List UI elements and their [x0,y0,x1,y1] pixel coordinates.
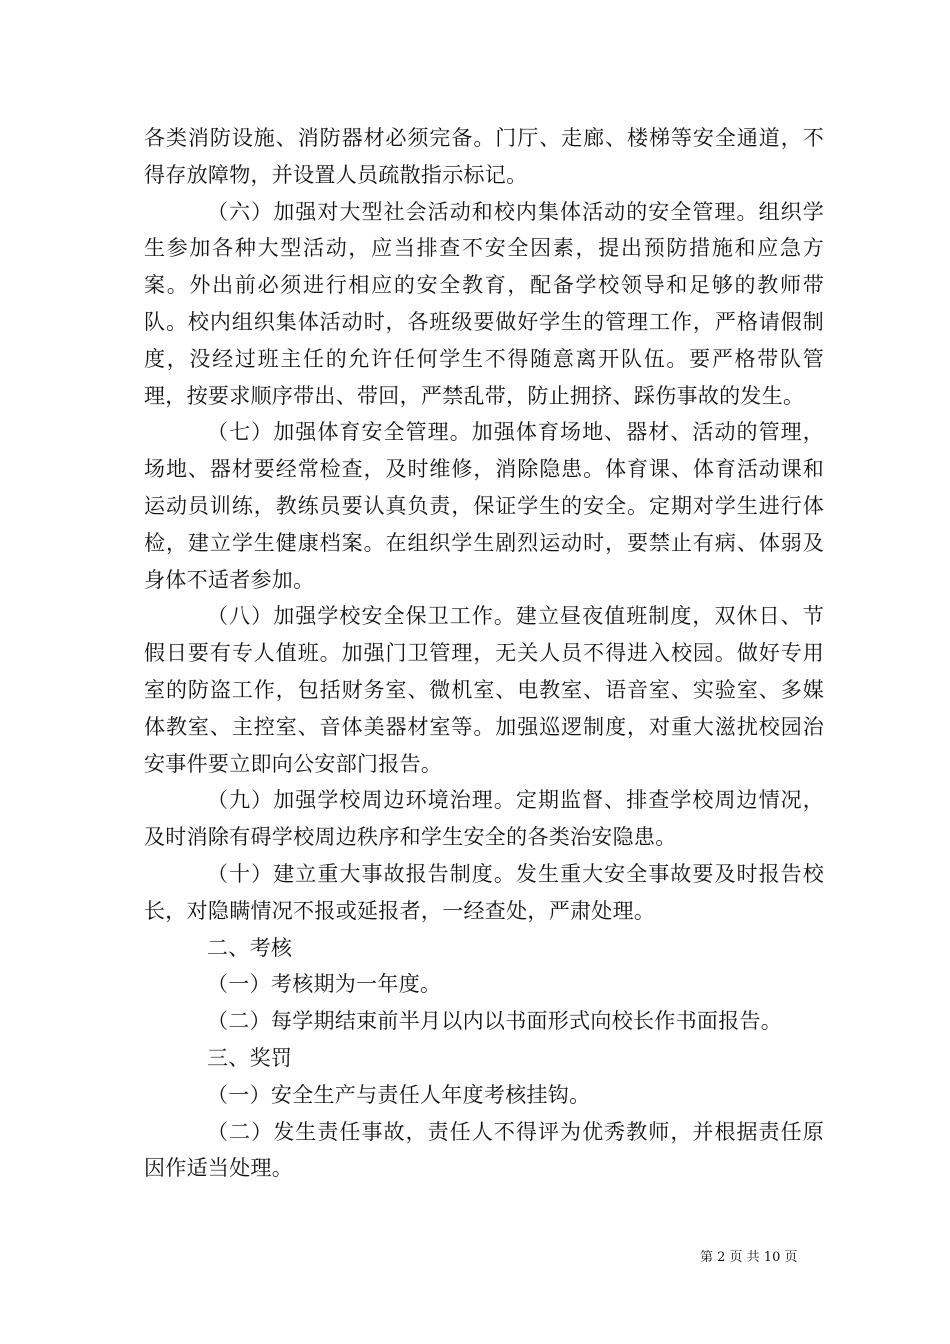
paragraph-assessment-1: （一）考核期为一年度。 [207,972,442,997]
paragraph-item-9: （九）加强学校周边环境治理。定期监督、排查学校周边情况，及时消除有碍学校周边秩序和学生安全的各类治安隐患。 [144,788,824,850]
paragraph-item-10: （十）建立重大事故报告制度。发生重大安全事故要及时报告校长，对隐瞒情况不报或延报者，一经查处，严肃处理。 [144,861,824,923]
page-number: 第 2 页 共 10 页 [700,1250,798,1265]
section-heading-assessment: 二、考核 [207,935,293,960]
paragraph-item-6: （六）加强对大型社会活动和校内集体活动的安全管理。组织学生参加各种大型活动，应当排查不安全因素，提出预防措施和应急方案。外出前必须进行相应的安全教育，配备学校领导和足够的教师带队。校内组织集体活动时，各班级要做好学生的管理工作，严格请假制度，没经过班主任的允许任何学生不得随意离开队伍。要严格带队管理，按要求顺序带出、带回，严禁乱带，防止拥挤、踩伤事故的发生。 [144,199,824,408]
section-heading-rewards: 三、奖罚 [207,1045,293,1070]
paragraph-item-7: （七）加强体育安全管理。加强体育场地、器材、活动的管理，场地、器材要经常检查，及时维修，消除隐患。体育课、体育活动课和运动员训练，教练员要认真负责，保证学生的安全。定期对学生进行体检，建立学生健康档案。在组织学生剧烈运动时，要禁止有病、体弱及身体不适者参加。 [144,420,824,592]
paragraph-item-8: （八）加强学校安全保卫工作。建立昼夜值班制度，双休日、节假日要有专人值班。加强门卫管理，无关人员不得进入校园。做好专用室的防盗工作，包括财务室、微机室、电教室、语音室、实验室、多媒体教室、主控室、音体美器材室等。加强巡逻制度，对重大滋扰校园治安事件要立即向公安部门报告。 [144,604,824,776]
paragraph-rewards-1: （一）安全生产与责任人年度考核挂钩。 [207,1082,591,1107]
paragraph-fire-facilities: 各类消防设施、消防器材必须完备。门厅、走廊、楼梯等安全通道，不得存放障物，并设置人员疏散指示标记。 [144,126,824,187]
paragraph-rewards-2: （二）发生责任事故，责任人不得评为优秀教师，并根据责任原因作适当处理。 [144,1119,824,1181]
document-body [144,120,824,1187]
paragraph-assessment-2: （二）每学期结束前半月以内以书面形式向校长作书面报告。 [207,1009,783,1034]
